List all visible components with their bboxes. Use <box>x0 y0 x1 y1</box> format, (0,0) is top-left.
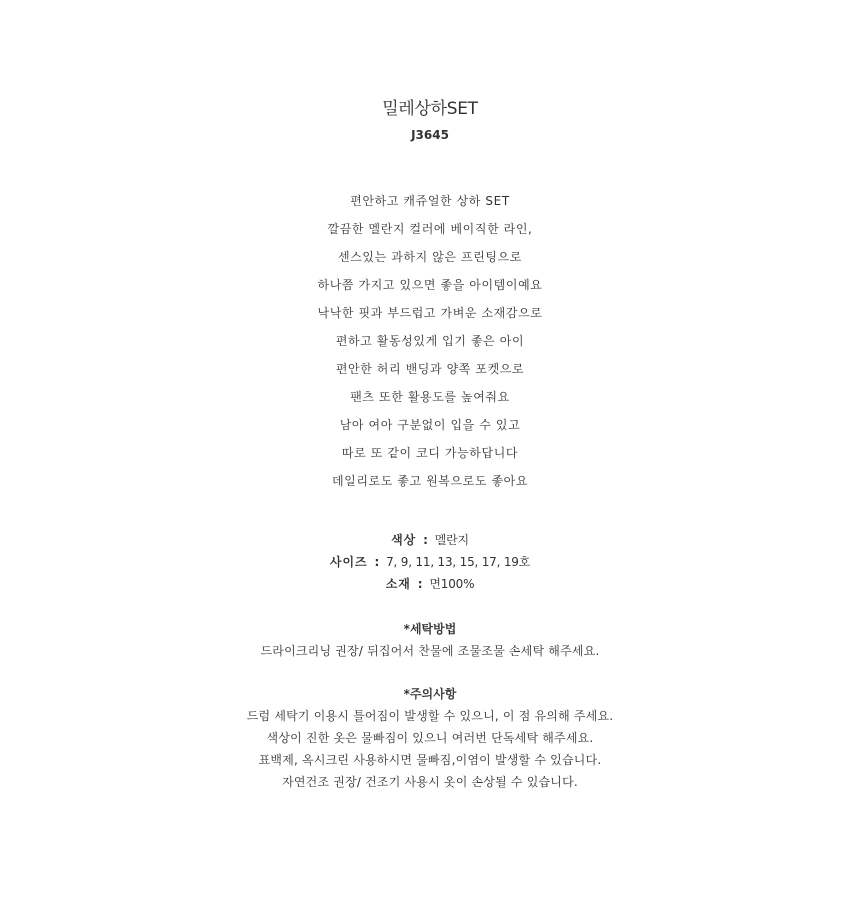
description-line: 남아 여아 구분없이 입을 수 있고 <box>339 418 521 432</box>
spec-row-size <box>0 551 860 573</box>
description-line: 센스있는 과하지 않은 프린팅으로 <box>338 250 522 264</box>
washing-section <box>0 618 860 662</box>
description-line: 편안하고 캐쥬얼한 상하 SET <box>350 194 510 208</box>
caution-heading: *주의사항 <box>403 687 457 701</box>
product-code: J3645 <box>411 128 449 142</box>
description-line: 편안한 허리 밴딩과 양쪽 포켓으로 <box>335 362 525 376</box>
spec-value: 멜란지 <box>434 533 469 547</box>
spec-row-material <box>0 573 860 595</box>
spec-label: 색상 <box>391 533 417 547</box>
spec-separator: : <box>423 533 428 547</box>
description-line: 따로 또 같이 코디 가능하답니다 <box>341 446 519 460</box>
spec-value: 7, 9, 11, 13, 15, 17, 19호 <box>386 555 531 569</box>
description-line: 편하고 활동성있게 입기 좋은 아이 <box>335 334 525 348</box>
washing-line: 드라이크리닝 권장/ 뒤집어서 찬물에 조물조물 손세탁 해주세요. <box>260 644 600 658</box>
caution-line: 드럼 세탁기 이용시 틀어짐이 발생할 수 있으니, 이 점 유의해 주세요. <box>246 709 614 723</box>
caution-line: 자연건조 권장/ 건조기 사용시 옷이 손상될 수 있습니다. <box>282 775 578 789</box>
description-line: 데일리로도 좋고 원복으로도 좋아요 <box>331 474 529 488</box>
spec-row-color <box>0 529 860 551</box>
caution-section <box>0 683 860 793</box>
spec-label: 사이즈 <box>329 555 368 569</box>
product-title: 밀레상하SET <box>382 99 478 119</box>
spec-separator: : <box>417 577 423 591</box>
caution-line: 표백제, 옥시크린 사용하시면 물빠짐,이염이 발생할 수 있습니다. <box>258 753 602 767</box>
spec-label: 소재 <box>385 577 411 591</box>
description-line: 깔끔한 멜란지 컬러에 베이직한 라인, <box>327 222 533 236</box>
washing-heading: *세탁방법 <box>403 622 457 636</box>
product-specs <box>0 529 860 595</box>
description-line: 낙낙한 핏과 부드럽고 가벼운 소재감으로 <box>317 306 543 320</box>
description-line: 팬츠 또한 활용도를 높여줘요 <box>350 390 510 404</box>
product-description <box>0 187 860 495</box>
spec-value: 면100% <box>429 577 475 591</box>
caution-line: 색상이 진한 옷은 물빠짐이 있으니 여러번 단독세탁 해주세요. <box>266 731 594 745</box>
description-line: 하나쯤 가지고 있으면 좋을 아이템이예요 <box>317 278 543 292</box>
spec-separator: : <box>374 555 380 569</box>
